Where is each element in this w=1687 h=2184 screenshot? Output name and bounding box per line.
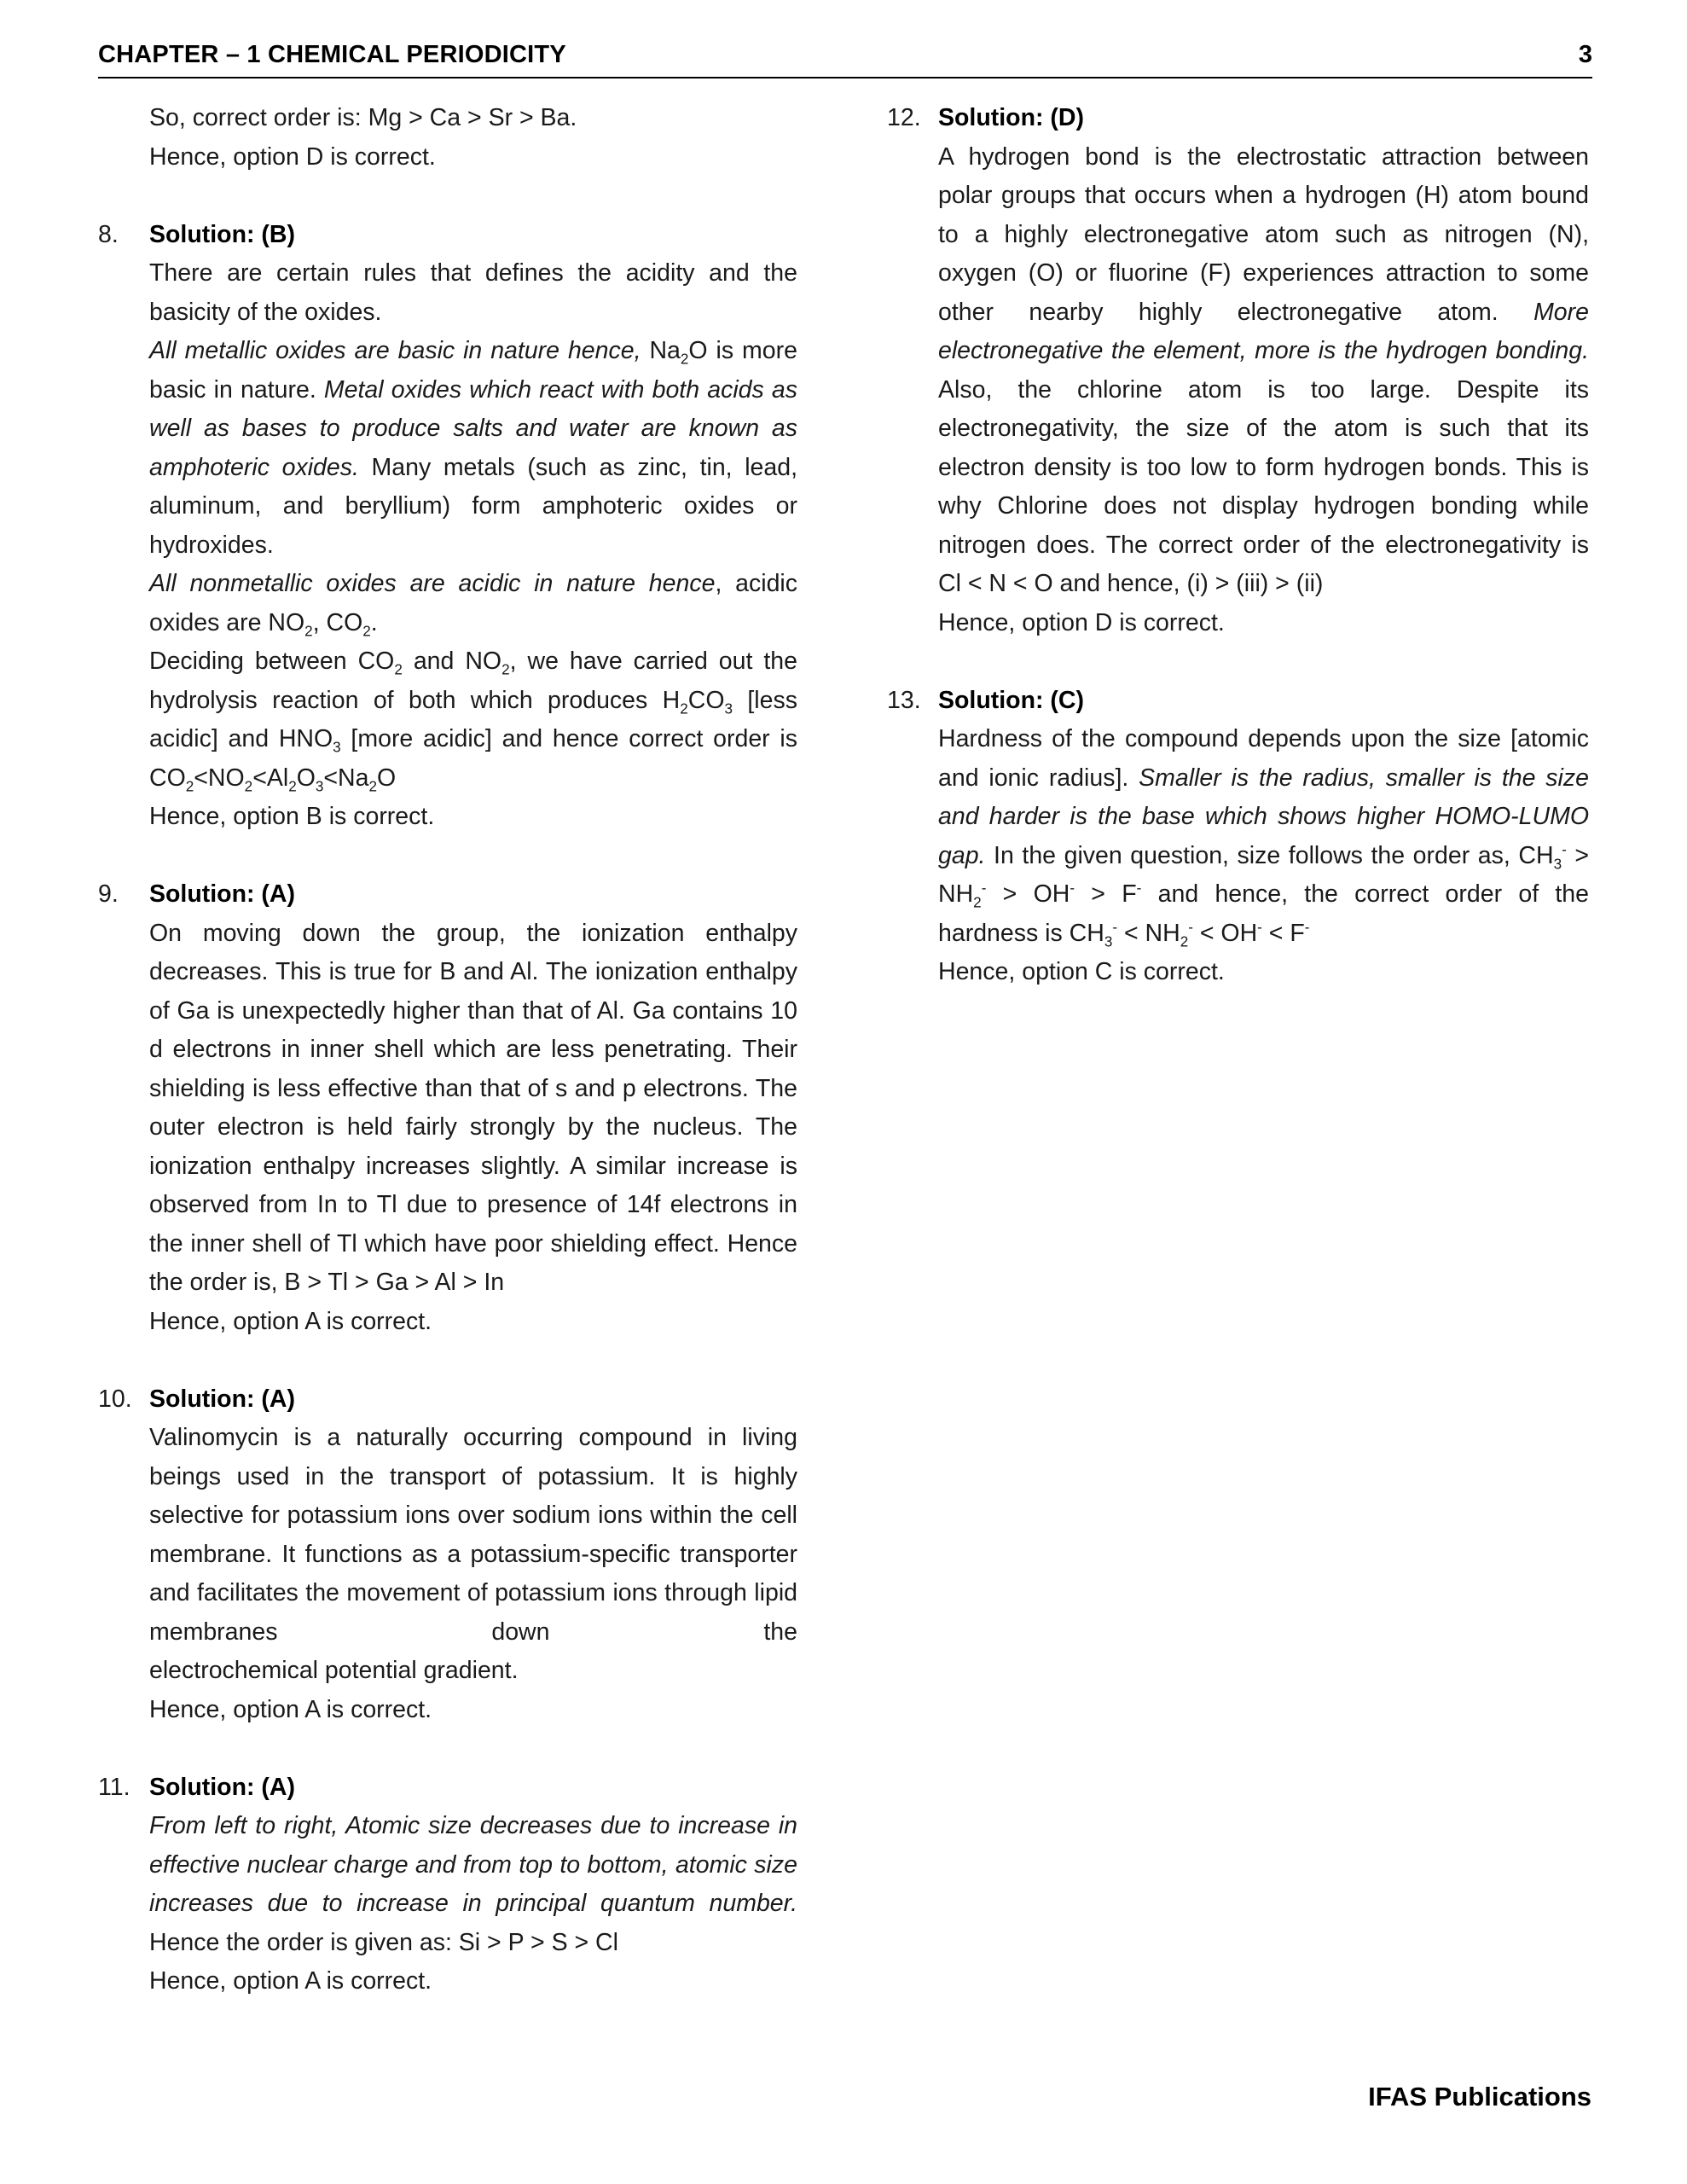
solution-11 — [98, 1769, 797, 2001]
paragraph: All nonmetallic oxides are acidic in nature hence, acidic oxides are $NO_2$, $CO_2$. — [149, 570, 798, 640]
paragraph-end: electrochemical potential gradient. — [149, 1657, 519, 1684]
paragraph: Hardness of the compound depends upon the size [atomic and ionic radius]. Smaller is the radius, smaller is the size and harder is the base which shows higher HOMO-LUMO gap. In the given question, size follows the order as, $CH_3^- > NH_2^- > OH^- > F^-$ and hence, the correct order of the hardness is $CH_3^- < NH_2^- < OH^- < F^-$ — [938, 725, 1590, 950]
paragraph: There are certain rules that defines the acidity and the basicity of the oxides. — [149, 259, 797, 326]
solution-8 — [98, 216, 797, 837]
solution-heading: Solution: (A) — [149, 880, 295, 908]
solution-number: 8. — [98, 220, 119, 248]
solution-number: 9. — [98, 880, 119, 908]
conclusion-line: Hence, option C is correct. — [938, 958, 1225, 985]
paragraph: A hydrogen bond is the electrostatic attraction between polar groups that occurs when a hydrogen (H) atom bound to a highly electronegative atom such as nitrogen (N), oxygen (O) or fluorine (F) experiences attraction to some other nearby highly electronegative atom. More electronegative the element, more is the hydrogen bonding. Also, the chlorine atom is too large. Despite its electronegativity, the size of the atom is such that its electron density is too low to form hydrogen bonds. This is why Chlorine does not display hydrogen bonding while nitrogen does. The correct order of the electronegativity is Cl < N < O and hence, (i) > (iii) > (ii) — [938, 142, 1589, 597]
chapter-title: CHAPTER – 1 CHEMICAL PERIODICITY — [98, 41, 566, 68]
publisher-footer: IFAS Publications — [1368, 2082, 1591, 2111]
paragraph: Valinomycin is a naturally occurring compound in living beings used in the transport of potassium. It is highly selective for potassium ions over sodium ions within the cell membrane. It functions as a potassium-specific transporter and facilitates the movement of potassium ions through lipid membranes down the — [149, 1424, 797, 1646]
solution-heading: Solution: (D) — [938, 104, 1084, 131]
solution-heading: Solution: (C) — [938, 686, 1084, 714]
solution-heading: Solution: (A) — [149, 1773, 295, 1801]
solution-heading: Solution: (A) — [149, 1385, 295, 1413]
solution-7-continuation — [98, 99, 797, 177]
conclusion-line: Hence, option D is correct. — [938, 608, 1225, 636]
page-number: 3 — [1578, 41, 1592, 68]
paragraph: Deciding between $CO_2$ and $NO_2$, we have carried out the hydrolysis reaction of both which produces $H_2CO_3$ [less acidic] and $HNO_3$ [more acidic] and hence correct order is $CO_2<NO_2<Al_2O_3<Na_2O$ — [149, 648, 797, 795]
conclusion-line: Hence, option D is correct. — [149, 142, 436, 171]
order-line: So, correct order is: Mg > Ca > Sr > Ba. — [149, 104, 577, 131]
solution-12 — [887, 99, 1589, 642]
conclusion-line: Hence, option B is correct. — [149, 803, 435, 830]
page-header — [98, 41, 1592, 78]
conclusion-line: Hence, option A is correct. — [149, 1695, 432, 1723]
solution-number: 10. — [98, 1385, 132, 1413]
solution-number: 12. — [887, 104, 921, 131]
conclusion-line: Hence, option A is correct. — [149, 1967, 432, 1995]
solution-9 — [98, 875, 797, 1341]
solution-heading: Solution: (B) — [149, 220, 295, 248]
solution-10 — [98, 1380, 797, 1730]
paragraph: On moving down the group, the ionization enthalpy decreases. This is true for B and Al. The ionization enthalpy of Ga is unexpectedly higher than that of Al. Ga contains 10 d electrons in inner shell which are less penetrating. Their shielding is less effective than that of s and p electrons. The outer electron is held fairly strongly by the nucleus. The ionization enthalpy increases slightly. A similar increase is observed from In to Tl due to presence of 14f electrons in the inner shell of Tl which have poor shielding effect. Hence the order is, B > Tl > Ga > Al > In — [149, 919, 797, 1296]
paragraph: From left to right, Atomic size decreases due to increase in effective nuclear charge and from top to bottom, atomic size increases due to increase in principal quantum number. Hence the order is given as: Si > P > S > Cl — [149, 1812, 797, 1956]
solution-number: 11. — [98, 1773, 130, 1801]
left-column — [98, 99, 797, 2001]
right-column — [887, 99, 1589, 992]
paragraph: All metallic oxides are basic in nature hence, $Na_2O$ is more basic in nature. Metal oxides which react with both acids as well as bases to produce salts and water are known as amphoteric oxides. Many metals (such as zinc, tin, lead, aluminum, and beryllium) form amphoteric oxides or hydroxides. — [149, 337, 798, 559]
solution-number: 13. — [887, 686, 921, 714]
solution-13 — [887, 682, 1589, 992]
conclusion-line: Hence, option A is correct. — [149, 1307, 432, 1335]
